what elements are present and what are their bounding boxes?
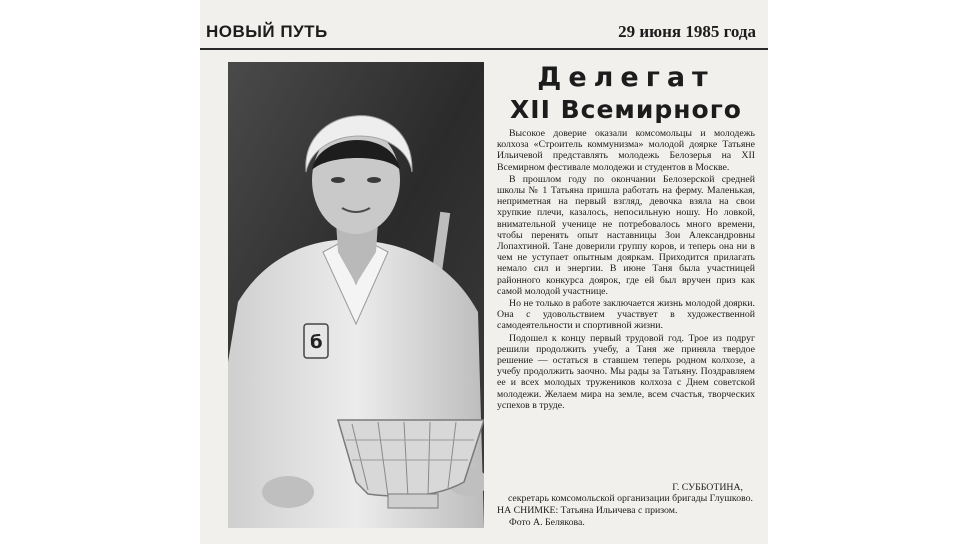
article-body <box>497 128 755 412</box>
photo-credit: Фото А. Белякова. <box>509 516 585 528</box>
article-paragraph: В прошлом году по окончании Белозерской средней школы № 1 Татьяна пришла работать на ферму. Маленькая, неприметная на первый взгляд, девочка взяла на свои хрупкие плечи, казалось, непосильную ношу. Но ловкой, внимательной ученице не потребовалось много времени, чтобы перенять опыт наставницы Зои Александровны Лопахтиной. Тане доверили группу коров, и теперь она ни в чем не уступает опытным дояркам. Приходится прилагать немало сил и энергии. В июне Таня была участницей районного конкурса доярок, где ей был вручен приз как самой молодой участнице. <box>497 173 755 297</box>
issue-date: 29 июня 1985 года <box>618 22 756 41</box>
svg-text:б: б <box>310 332 323 353</box>
article-signature <box>497 482 755 528</box>
newspaper-page <box>200 0 768 544</box>
article-paragraph: Подошел к концу первый трудовой год. Трое из подруг решили продолжить учебу, а Таня же приняла твердое решение — остаться в ставшем теперь родном колхозе, а учебу продолжить заочно. Мы рады за Татьяну. Поздравляем ее и всех молодых тружеников колхоза с Днем советской молодежи. Желаем мира на земле, всем счастья, творческих успехов в труде. <box>497 332 755 411</box>
photo-of-milkmaid-with-prize <box>228 62 484 528</box>
author-name: Г. СУББОТИНА, <box>672 482 743 493</box>
headline-line-1: Делегат <box>537 62 715 93</box>
article-paragraph: Но не только в работе заключается жизнь молодой доярки. Она с удовольствием участвует в художественной самодеятельности и спортивной жизни. <box>497 298 755 332</box>
photo-caption: НА СНИМКЕ: Татьяна Ильичева с призом. <box>497 505 678 517</box>
article-paragraph: Высокое доверие оказали комсомольцы и молодежь колхоза «Строитель коммунизма» молодой доярке Татьяне Ильичевой представлять молодежь Белозерья на XII Всемирном фестивале молодежи и студентов в Москве. <box>497 128 755 173</box>
newspaper-name: НОВЫЙ ПУТЬ <box>206 22 328 41</box>
masthead <box>200 14 768 50</box>
headline-line-2: XII Всемирного <box>510 95 742 124</box>
article-headline <box>492 62 760 126</box>
article-photo <box>228 62 484 528</box>
author-role: секретарь комсомольской организации бригады Глушково. <box>507 493 753 505</box>
